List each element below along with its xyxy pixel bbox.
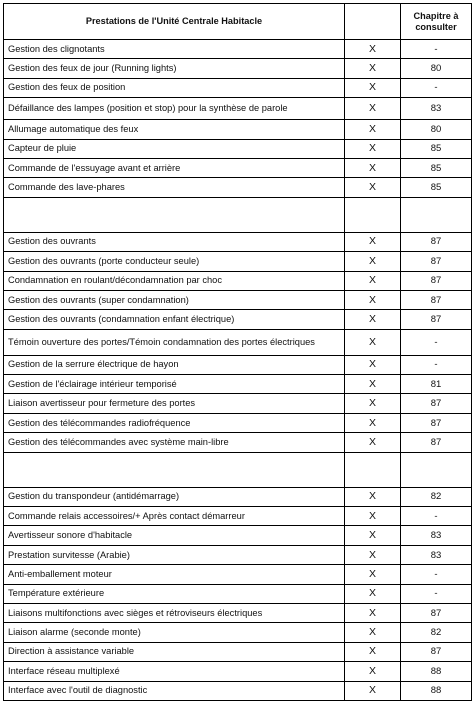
service-mark: X <box>345 59 401 78</box>
chapter-number: 87 <box>401 271 472 290</box>
chapter-number: - <box>401 507 472 526</box>
table-row <box>4 526 472 545</box>
service-label: Liaisons multifonctions avec sièges et rétroviseurs électriques <box>4 603 345 622</box>
service-mark: X <box>345 178 401 197</box>
service-mark: X <box>345 329 401 355</box>
table-spacer-row <box>4 197 472 232</box>
chapter-number: 87 <box>401 433 472 452</box>
table-row <box>4 59 472 78</box>
chapter-number: 87 <box>401 603 472 622</box>
chapter-number: 82 <box>401 487 472 506</box>
service-label: Commande des lave-phares <box>4 178 345 197</box>
chapter-number: - <box>401 565 472 584</box>
service-mark <box>345 452 401 487</box>
table-row <box>4 355 472 374</box>
chapter-number: 87 <box>401 413 472 432</box>
table-row <box>4 232 472 251</box>
service-mark: X <box>345 310 401 329</box>
service-mark: X <box>345 290 401 309</box>
service-label <box>4 197 345 232</box>
table-row <box>4 413 472 432</box>
header-mark <box>345 4 401 40</box>
service-label: Commande de l'essuyage avant et arrière <box>4 158 345 177</box>
chapter-number: 82 <box>401 623 472 642</box>
service-label: Témoin ouverture des portes/Témoin condamnation des portes électriques <box>4 329 345 355</box>
chapter-number: 85 <box>401 178 472 197</box>
service-label: Allumage automatique des feux <box>4 120 345 139</box>
service-mark: X <box>345 40 401 59</box>
chapter-number: - <box>401 329 472 355</box>
chapter-number <box>401 197 472 232</box>
service-label: Interface réseau multiplexé <box>4 662 345 681</box>
chapter-number: - <box>401 355 472 374</box>
service-label: Prestation survitesse (Arabie) <box>4 545 345 564</box>
service-mark: X <box>345 158 401 177</box>
chapter-number: 88 <box>401 662 472 681</box>
table-row <box>4 623 472 642</box>
service-mark: X <box>345 98 401 120</box>
table-row <box>4 158 472 177</box>
service-mark: X <box>345 584 401 603</box>
service-mark: X <box>345 355 401 374</box>
service-mark: X <box>345 565 401 584</box>
service-mark: X <box>345 139 401 158</box>
service-label: Température extérieure <box>4 584 345 603</box>
service-label: Gestion de la serrure électrique de hayon <box>4 355 345 374</box>
service-label: Gestion des feux de jour (Running lights) <box>4 59 345 78</box>
chapter-number: 87 <box>401 642 472 661</box>
service-mark: X <box>345 603 401 622</box>
service-mark: X <box>345 394 401 413</box>
chapter-number: 80 <box>401 59 472 78</box>
table-body <box>4 40 472 701</box>
service-label: Gestion des ouvrants (super condamnation) <box>4 290 345 309</box>
table-row <box>4 271 472 290</box>
service-mark: X <box>345 232 401 251</box>
table-row <box>4 662 472 681</box>
header-services: Prestations de l'Unité Centrale Habitacle <box>4 4 345 40</box>
service-label: Gestion des télécommandes radiofréquence <box>4 413 345 432</box>
service-label: Direction à assistance variable <box>4 642 345 661</box>
service-label: Gestion des feux de position <box>4 78 345 97</box>
service-label: Interface avec l'outil de diagnostic <box>4 681 345 700</box>
table-header-row <box>4 4 472 40</box>
service-label: Liaison alarme (seconde monte) <box>4 623 345 642</box>
chapter-number: 87 <box>401 394 472 413</box>
service-label: Avertisseur sonore d'habitacle <box>4 526 345 545</box>
table-row <box>4 375 472 394</box>
table-row <box>4 584 472 603</box>
service-label: Condamnation en roulant/décondamnation par choc <box>4 271 345 290</box>
chapter-number: 83 <box>401 98 472 120</box>
service-label <box>4 452 345 487</box>
service-mark: X <box>345 120 401 139</box>
table-row <box>4 98 472 120</box>
service-label: Commande relais accessoires/+ Après contact démarreur <box>4 507 345 526</box>
service-mark: X <box>345 78 401 97</box>
service-mark: X <box>345 662 401 681</box>
chapter-number: 88 <box>401 681 472 700</box>
service-label: Capteur de pluie <box>4 139 345 158</box>
table-row <box>4 139 472 158</box>
service-label: Liaison avertisseur pour fermeture des portes <box>4 394 345 413</box>
table-row <box>4 40 472 59</box>
table-row <box>4 78 472 97</box>
service-label: Gestion de l'éclairage intérieur temporisé <box>4 375 345 394</box>
service-mark: X <box>345 413 401 432</box>
table-row <box>4 507 472 526</box>
table-row <box>4 310 472 329</box>
table-row <box>4 394 472 413</box>
table-row <box>4 642 472 661</box>
service-label: Défaillance des lampes (position et stop) pour la synthèse de parole <box>4 98 345 120</box>
service-label: Gestion des clignotants <box>4 40 345 59</box>
service-mark: X <box>345 487 401 506</box>
service-mark: X <box>345 252 401 271</box>
service-label: Anti-emballement moteur <box>4 565 345 584</box>
service-label: Gestion des ouvrants (condamnation enfant électrique) <box>4 310 345 329</box>
table-row <box>4 329 472 355</box>
service-label: Gestion du transpondeur (antidémarrage) <box>4 487 345 506</box>
service-mark <box>345 197 401 232</box>
chapter-number <box>401 452 472 487</box>
service-mark: X <box>345 623 401 642</box>
service-mark: X <box>345 681 401 700</box>
service-mark: X <box>345 271 401 290</box>
table-row <box>4 545 472 564</box>
table-spacer-row <box>4 452 472 487</box>
services-table-container <box>3 3 471 697</box>
table-row <box>4 681 472 700</box>
service-mark: X <box>345 642 401 661</box>
chapter-number: 87 <box>401 252 472 271</box>
chapter-number: - <box>401 78 472 97</box>
service-mark: X <box>345 375 401 394</box>
service-mark: X <box>345 507 401 526</box>
table-row <box>4 603 472 622</box>
chapter-number: 85 <box>401 158 472 177</box>
table-row <box>4 487 472 506</box>
chapter-number: 81 <box>401 375 472 394</box>
service-mark: X <box>345 433 401 452</box>
service-label: Gestion des ouvrants (porte conducteur seule) <box>4 252 345 271</box>
table-row <box>4 252 472 271</box>
chapter-number: 83 <box>401 545 472 564</box>
table-row <box>4 120 472 139</box>
chapter-number: 87 <box>401 310 472 329</box>
service-label: Gestion des télécommandes avec système main-libre <box>4 433 345 452</box>
chapter-number: 80 <box>401 120 472 139</box>
table-row <box>4 290 472 309</box>
service-mark: X <box>345 545 401 564</box>
chapter-number: 83 <box>401 526 472 545</box>
service-label: Gestion des ouvrants <box>4 232 345 251</box>
chapter-number: - <box>401 40 472 59</box>
table-row <box>4 433 472 452</box>
chapter-number: 87 <box>401 232 472 251</box>
service-mark: X <box>345 526 401 545</box>
chapter-number: 87 <box>401 290 472 309</box>
chapter-number: 85 <box>401 139 472 158</box>
services-table <box>3 3 472 701</box>
header-chapter: Chapitre à consulter <box>401 4 472 40</box>
table-row <box>4 565 472 584</box>
chapter-number: - <box>401 584 472 603</box>
table-row <box>4 178 472 197</box>
